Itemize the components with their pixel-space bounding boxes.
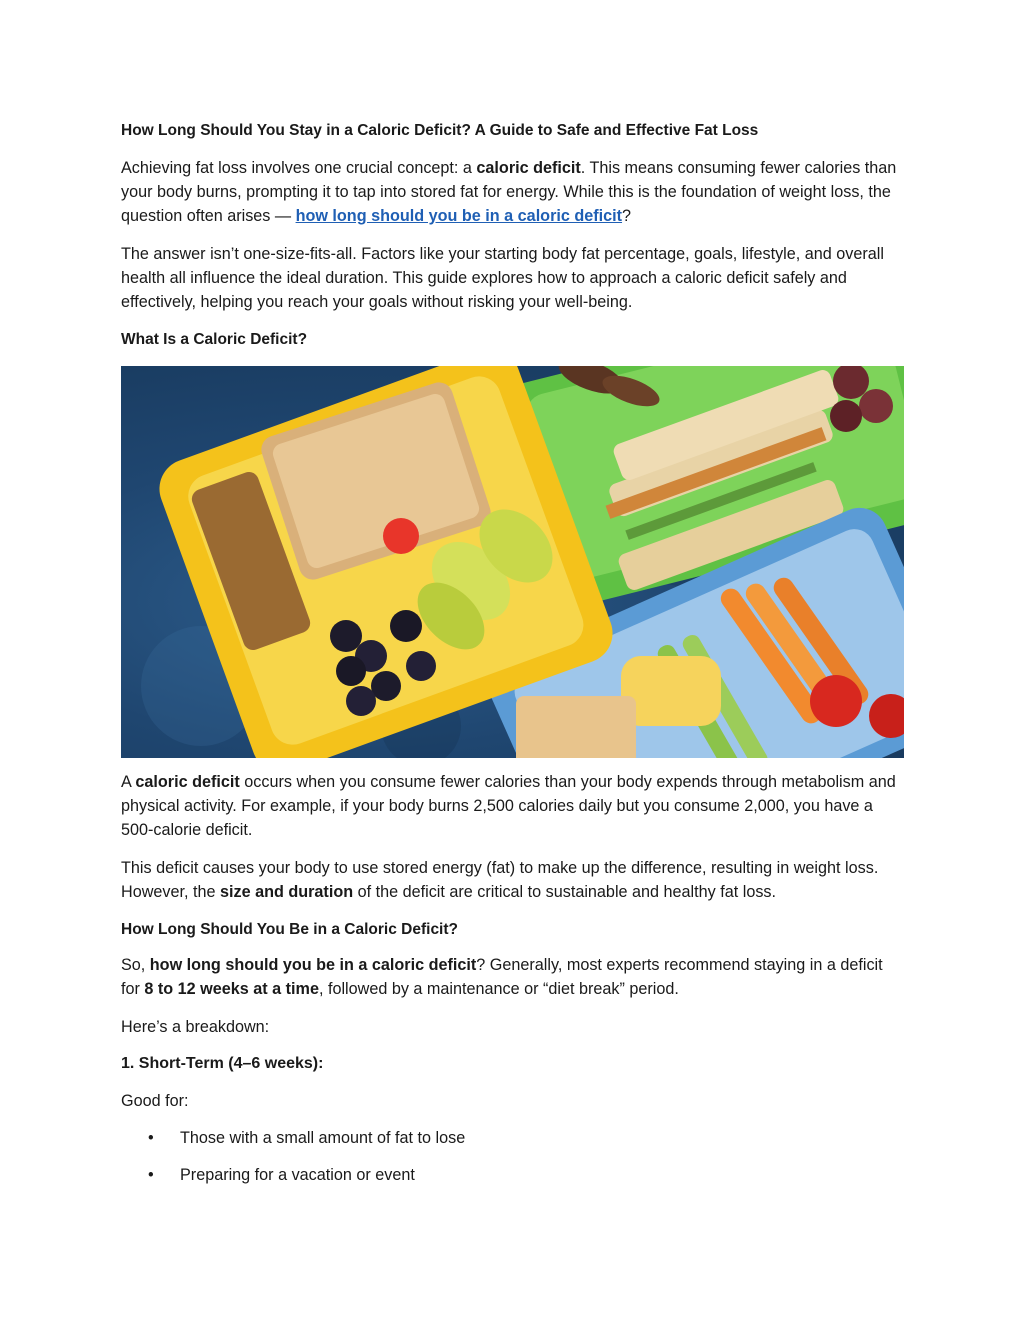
list-item: [121, 1163, 905, 1187]
text-run: of the deficit are critical to sustainable and healthy fat loss.: [353, 883, 777, 901]
text-run: . This means consuming fewer calories than your body burns, prompting it to tap into stored fat for energy. While this is the foundation of weight loss, the question often arises —: [121, 159, 897, 225]
caloric-deficit-link[interactable]: how long should you be in a caloric deficit: [295, 207, 623, 225]
bold-text: caloric deficit: [135, 773, 240, 791]
list-item-text: Preparing for a vacation or event: [180, 1166, 415, 1184]
bold-text: how long should you be in a caloric deficit: [149, 956, 477, 974]
text-run: This deficit causes your body to use stored energy (fat) to make up the difference, resulting in weight loss. However, the: [121, 859, 879, 901]
bullet-icon: •: [148, 1166, 154, 1184]
list-item-text: Those with a small amount of fat to lose: [180, 1129, 466, 1147]
section2-paragraph-2: Here’s a breakdown:: [121, 1018, 270, 1036]
intro-paragraph-2: The answer isn’t one-size-fits-all. Factors like your starting body fat percentage, goals, lifestyle, and overall health all influence the ideal duration. This guide explores how to approach a caloric deficit safely and effectively, helping you reach your goals without risking your well-being.: [121, 245, 884, 311]
good-for-label: Good for:: [121, 1092, 189, 1110]
lunchbox-photo: [121, 366, 904, 758]
section2-paragraph-1: [121, 953, 905, 1001]
section1-paragraph-1: [121, 770, 905, 842]
good-for-list: [121, 1126, 905, 1187]
text-run: Achieving fat loss involves one crucial concept: a: [121, 159, 477, 177]
text-run: ? Generally, most experts recommend staying in a deficit for: [121, 956, 883, 998]
text-run: occurs when you consume fewer calories than your body expends through metabolism and physical activity. For example, if your body burns 2,500 calories daily but you consume 2,000, you have a 500-calorie deficit.: [121, 773, 896, 839]
intro-paragraph-1: [121, 156, 905, 228]
section1-paragraph-2: [121, 856, 905, 904]
sub-heading-short-term: 1. Short-Term (4–6 weeks):: [121, 1055, 324, 1072]
text-run: , followed by a maintenance or “diet break” period.: [318, 980, 679, 998]
lunchbox-illustration: [121, 366, 904, 758]
bold-text: size and duration: [219, 883, 354, 901]
bullet-icon: •: [148, 1129, 154, 1147]
bold-text: 8 to 12 weeks at a time: [144, 980, 319, 998]
section-heading-how-long: How Long Should You Be in a Caloric Deficit?: [121, 921, 458, 938]
list-item: [121, 1126, 905, 1150]
section-heading-what-is: What Is a Caloric Deficit?: [121, 331, 308, 348]
text-run: A: [121, 773, 136, 791]
text-run: So,: [121, 956, 150, 974]
article-title: How Long Should You Stay in a Caloric Deficit? A Guide to Safe and Effective Fat Loss: [121, 122, 759, 139]
text-run: ?: [622, 207, 632, 225]
document-page: [121, 118, 905, 1187]
bold-text: caloric deficit: [476, 159, 581, 177]
